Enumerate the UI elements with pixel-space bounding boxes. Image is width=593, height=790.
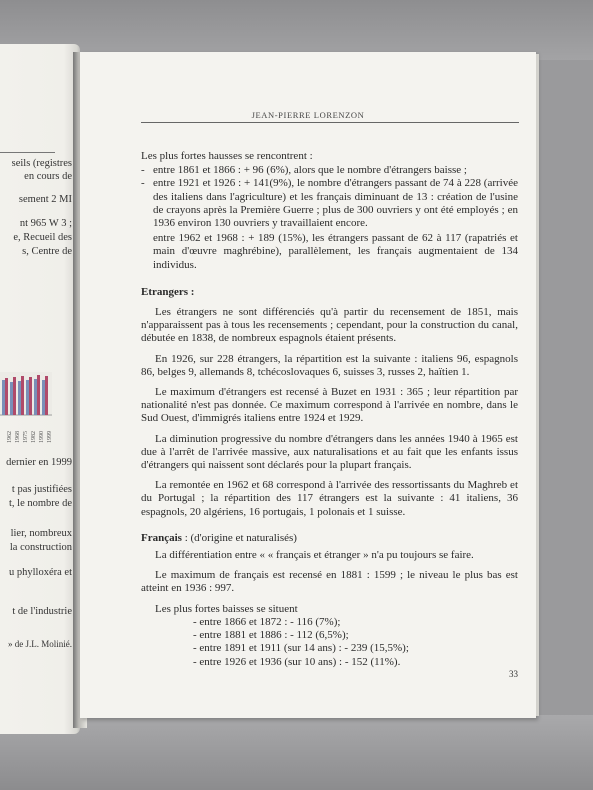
left-line: nt 965 W 3 ; <box>19 218 72 229</box>
baisse-item: - entre 1881 et 1886 : - 112 (6,5%); <box>193 629 349 642</box>
chart-year-label: 1990 <box>39 431 45 443</box>
francais-heading-rest: : (d'origine et naturalisés) <box>181 531 297 544</box>
chart-bar <box>37 375 40 415</box>
dash-bullet: - <box>141 164 145 177</box>
baisse-item: - entre 1926 et 1936 (sur 10 ans) : - 152 (11%). <box>193 655 401 668</box>
page-number: 33 <box>509 669 518 679</box>
chart-year-label: 1982 <box>31 431 37 443</box>
chart-bar <box>45 376 48 415</box>
chart-bar <box>2 380 5 415</box>
francais-heading <box>141 532 518 545</box>
page-edge <box>536 54 539 716</box>
right-page <box>80 52 536 718</box>
header-rule <box>141 122 519 123</box>
chart-bar <box>42 380 45 415</box>
left-line: la construction <box>9 542 72 553</box>
hausse-text: entre 1861 et 1866 : + 96 (6%), alors que le nombre d'étrangers baisse ; <box>153 164 467 177</box>
left-page-rule <box>0 152 55 153</box>
etrangers-paragraph: Le maximum d'étrangers est recensé à Buzet en 1931 : 365 ; leur répartition par nationalité n'est pas donnée. Ce maximum correspond à l'arrivée en nombre, dans le Sud Ouest, d'immigrés italiens entre 1924 et 1929. <box>141 386 518 425</box>
background-top <box>0 0 593 60</box>
left-bar-chart <box>0 372 52 416</box>
hausse-item <box>141 177 518 230</box>
left-line: t pas justifiées <box>11 484 72 495</box>
hausses-intro: Les plus fortes hausses se rencontrent : <box>141 150 313 162</box>
background-bottom <box>0 715 593 790</box>
left-footnote: » de J.L. Molinié. <box>8 639 72 649</box>
left-line: lier, nombreux <box>10 528 72 539</box>
chart-bar <box>29 377 32 415</box>
etrangers-paragraph: En 1926, sur 228 étrangers, la répartition est la suivante : italiens 96, espagnols 86, belges 9, allemands 8, tchécoslovaques 6, suisses 3, russes 2, haïtien 1. <box>141 352 518 378</box>
chart-year-label: 1999 <box>47 431 53 443</box>
left-line: u phylloxéra et <box>9 567 72 578</box>
hausse-text: entre 1921 et 1926 : + 141(9%), le nombre d'étrangers passant de 74 à 228 (arrivée des italiens dans l'agriculture) et les français diminuant de 13 : création de l'usine de crayons après la Première Guerre ; plus de 300 ouvriers y ont été employés ; en 1936 environ 130 ouvriers y travaillaient encore. <box>153 177 518 230</box>
chart-bar <box>21 376 24 415</box>
chart-year-label: 1968 <box>15 431 21 443</box>
hausse-item <box>141 164 518 177</box>
chart-bar <box>5 378 8 415</box>
hausse-item: entre 1962 et 1968 : + 189 (15%), les étrangers passant de 62 à 117 (rapatriés et main d'œuvre maghrébine), parallèlement, les français augmentaient de 134 individus. <box>153 232 518 271</box>
francais-paragraph: La différentiation entre « « français et étranger » n'a pu toujours se faire. <box>155 549 474 562</box>
chart-bar <box>26 380 29 415</box>
chart-bar <box>18 381 21 415</box>
left-chart-years <box>6 416 54 444</box>
dash-bullet: - <box>141 177 145 190</box>
left-line: dernier en 1999 <box>6 457 72 468</box>
francais-paragraph: Le maximum de français est recensé en 1881 : 1599 ; le niveau le plus bas est atteint en 1936 : 997. <box>141 569 518 595</box>
left-line: t, le nombre de <box>9 498 72 509</box>
baisse-item: - entre 1866 et 1872 : - 116 (7%); <box>193 615 341 628</box>
chart-year-label: 1975 <box>23 431 29 443</box>
left-page <box>0 44 80 734</box>
left-line: s, Centre de <box>22 246 72 257</box>
left-line: en cours de <box>24 171 72 182</box>
chart-bar <box>34 379 37 415</box>
etrangers-paragraph: La remontée en 1962 et 68 correspond à l'arrivée des ressortissants du Maghreb et du Portugal ; la répartition des 117 étrangers est la suivante : 41 italiens, 36 espagnols, 20 algériens, 16 portugais, 1 polonais et 1 suisse. <box>141 479 518 518</box>
left-line: t de l'industrie <box>12 606 72 617</box>
page-content <box>141 150 518 669</box>
etrangers-paragraph: La diminution progressive du nombre d'étrangers dans les années 1940 à 1965 est due à l'arrêt de l'arrivée massive, aux naturalisations et au fait que les enfants issus d'étrangers qui naissent sont déclarés pour la plupart français. <box>141 432 518 472</box>
left-line: sement 2 MI <box>18 194 72 205</box>
baisses-intro: Les plus fortes baisses se situent <box>155 602 298 615</box>
chart-bar <box>10 382 13 415</box>
etrangers-heading: Etrangers : <box>141 285 195 298</box>
left-line: e, Recueil des <box>13 232 72 243</box>
chart-year-label: 1962 <box>7 431 13 443</box>
chart-bar <box>13 377 16 415</box>
etrangers-paragraph: Les étrangers ne sont différenciés qu'à partir du recensement de 1851, mais n'apparaissent pas à tous les recensements ; cependant, pour la construction du canal, débutée en 1838, de nombreux espagnols étaient présents. <box>141 306 518 345</box>
running-head: JEAN-PIERRE LORENZON <box>251 110 365 120</box>
baisse-item: - entre 1891 et 1911 (sur 14 ans) : - 239 (15,5%); <box>193 642 409 655</box>
left-line: seils (registres <box>11 158 72 169</box>
francais-heading-bold: Français <box>141 531 182 544</box>
